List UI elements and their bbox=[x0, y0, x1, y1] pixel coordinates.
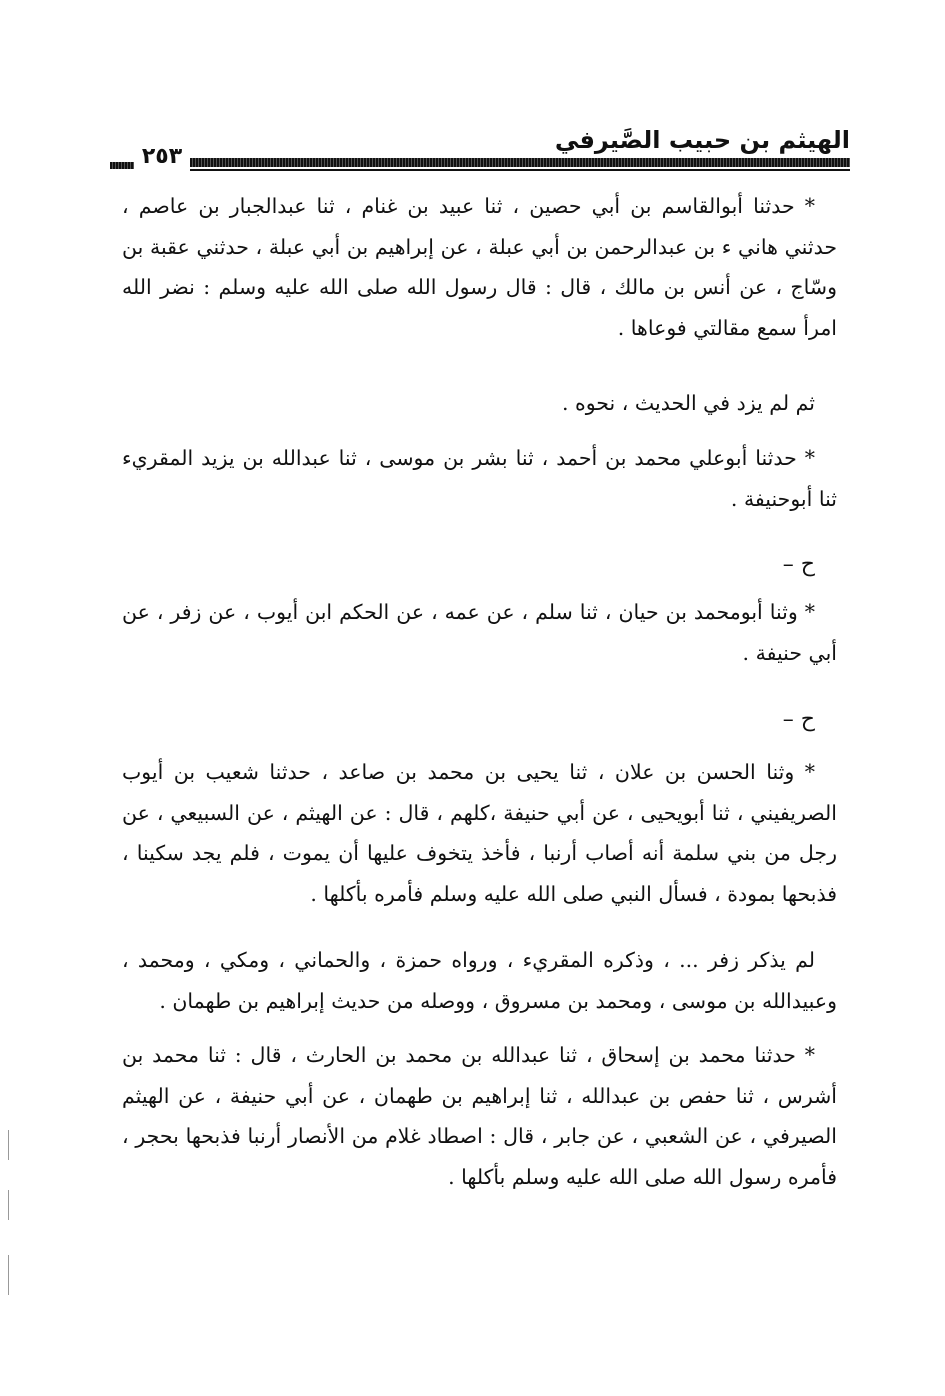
page-body-7 bbox=[122, 752, 837, 914]
page-body-5 bbox=[122, 592, 837, 673]
paragraph-hadith-5: * حدثنا محمد بن إسحاق ، ثنا عبدالله بن محمد بن الحارث ، قال : ثنا محمد بن أشرس ، ثنا حفص بن عبدالله ، ثنا إبراهيم بن طهمان ، عن أبي حنيفة ، عن الهيثم الصيرفي ، عن الشعبي ، عن جابر ، قال : اصطاد غلام من الأنصار أرنبا فذبحها بحجر ، فأمره رسول الله صلى الله عليه وسلم بأكلها . bbox=[122, 1043, 837, 1189]
paragraph-tahwil-2: ح – bbox=[782, 707, 815, 732]
page-body-2 bbox=[122, 383, 837, 424]
paragraph-hadith-1: * حدثنا أبوالقاسم بن أبي حصين ، ثنا عبيد بن غنام ، ثنا عبدالجبار بن عاصم ، حدثني هاني ء بن عبدالرحمن بن أبي عبلة ، عن إبراهيم بن أبي عبلة ، حدثني عقبة بن وسّاج ، عن أنس بن مالك ، قال : قال رسول الله صلى الله عليه وسلم : نضر الله امرأ سمع مقالتي فوعاها . bbox=[122, 194, 837, 340]
page-body-9 bbox=[122, 1035, 837, 1197]
header-rule-end bbox=[110, 162, 134, 169]
header-rule-thin bbox=[190, 169, 850, 171]
page-header bbox=[110, 118, 850, 178]
page-body-6 bbox=[122, 700, 837, 741]
header-rule-thick bbox=[190, 158, 850, 167]
page-body-8 bbox=[122, 940, 837, 1021]
paragraph-hadith-2: * حدثنا أبوعلي محمد بن أحمد ، ثنا بشر بن موسى ، ثنا عبدالله بن يزيد المقريء ثنا أبوحنيفة . bbox=[122, 446, 837, 511]
paragraph-note-1: ثم لم يزد في الحديث ، نحوه . bbox=[561, 391, 815, 415]
running-title: الهيثم بن حبيب الصَّيرفي bbox=[554, 126, 850, 154]
page-body-3 bbox=[122, 438, 837, 519]
paragraph-hadith-4: * وثنا الحسن بن علان ، ثنا يحيى بن محمد بن صاعد ، حدثنا شعيب بن أيوب الصريفيني ، ثنا أبويحيى ، عن أبي حنيفة ،كلهم ، قال : عن الهيثم ، عن السبيعي ، عن رجل من بني سلمة أنه أصاب أرنبا ، فأخذ يتخوف عليها أن يموت ، فلم يجد سكينا ، فذبحها بمودة ، فسأل النبي صلى الله عليه وسلم فأمره بأكلها . bbox=[122, 760, 837, 906]
page-number: ٢٥٣ bbox=[141, 144, 183, 169]
paragraph-hadith-3: * وثنا أبومحمد بن حيان ، ثنا سلم ، عن عمه ، عن الحكم ابن أيوب ، عن زفر ، عن أبي حنيفة . bbox=[122, 600, 837, 665]
page-body-4 bbox=[122, 545, 837, 586]
page-body bbox=[122, 186, 837, 348]
paragraph-note-2: لم يذكر زفر ... ، وذكره المقريء ، ورواه حمزة ، والحماني ، ومكي ، ومحمد ، وعبيدالله بن موسى ، ومحمد بن مسروق ، ووصله من حديث إبراهيم بن طهمان . bbox=[122, 948, 837, 1013]
paragraph-tahwil-1: ح – bbox=[782, 552, 815, 577]
